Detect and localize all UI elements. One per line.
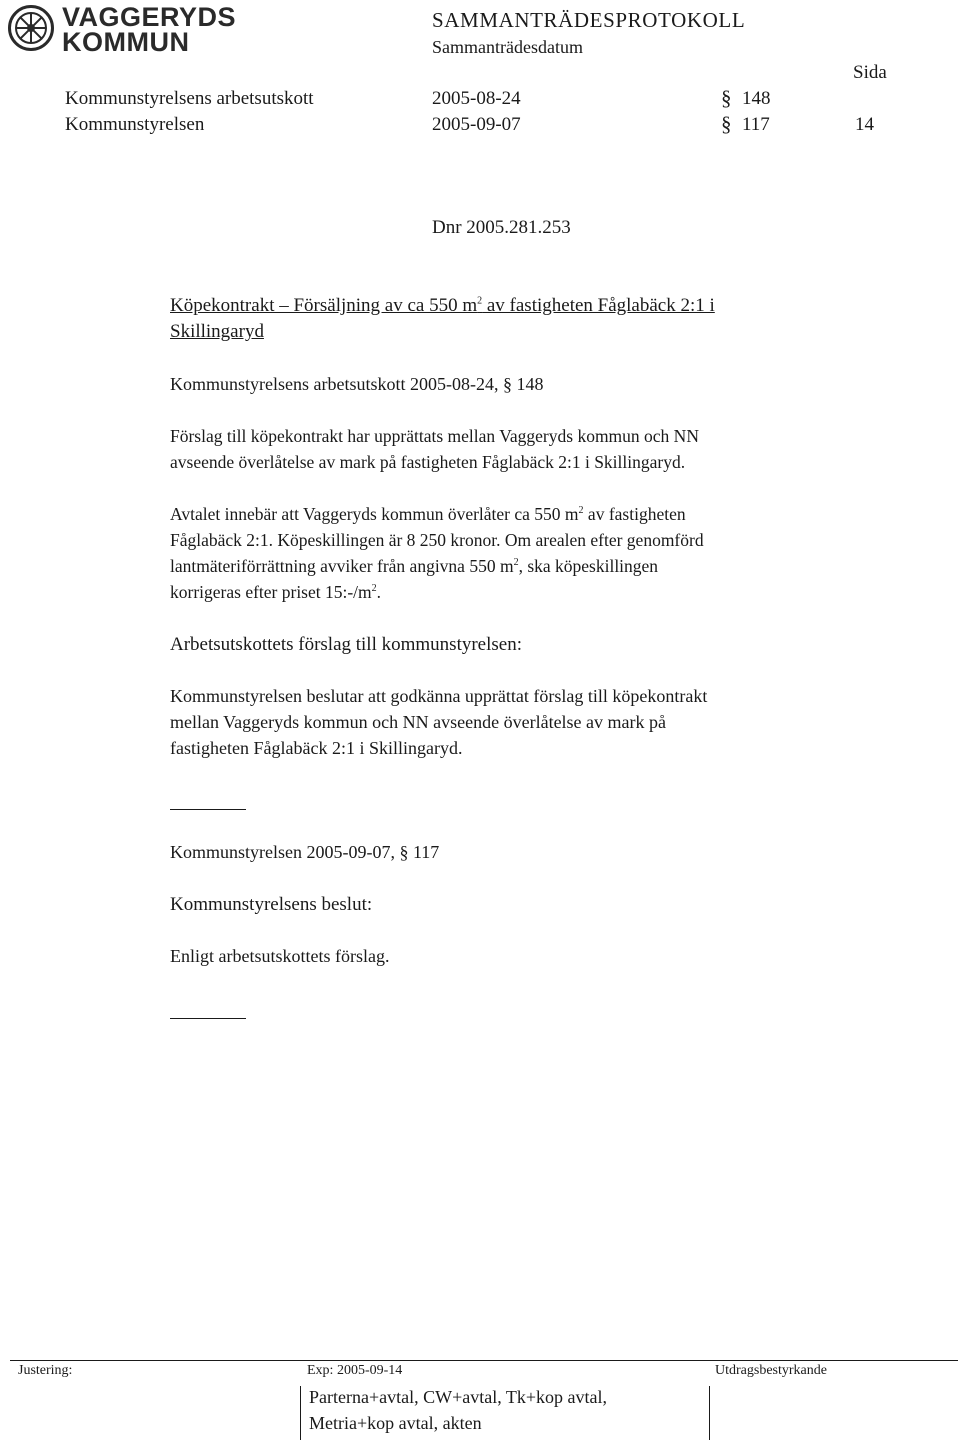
header-date-2: 2005-09-07 xyxy=(432,114,521,135)
paragraph-2-line-2: Fåglabäck 2:1. Köpeskillingen är 8 250 kronor. Om arealen efter genomförd xyxy=(170,530,704,550)
p2-l3-pre: lantmäteriförrättning avviker från angivna 550 m xyxy=(170,556,514,576)
footer-utdragsbestyrkande: Utdragsbestyrkande xyxy=(715,1363,827,1378)
header-body-2: Kommunstyrelsen xyxy=(65,114,205,135)
proposal-line-2: mellan Vaggeryds kommun och NN avseende överlåtelse av mark på xyxy=(170,712,667,732)
section-separator xyxy=(170,809,246,810)
p2-l1-sup: 2 xyxy=(578,505,584,517)
paragraph-2-line-1 xyxy=(170,504,686,525)
paragraph-sign-1: § xyxy=(721,86,732,110)
case-heading-line-2: Skillingaryd xyxy=(170,321,264,342)
p2-l3-sup: 2 xyxy=(513,557,519,569)
footer-recipients-line-1: Parterna+avtal, CW+avtal, Tk+kop avtal, xyxy=(309,1387,608,1407)
proposal-line-1: Kommunstyrelsen beslutar att godkänna upprättat förslag till köpekontrakt xyxy=(170,686,708,706)
header-number-2: 117 xyxy=(742,114,770,135)
paragraph-2-line-3 xyxy=(170,556,658,577)
footer-rule xyxy=(10,1360,958,1361)
p2-l4-sup: 2 xyxy=(371,583,377,595)
p2-l1-post: av fastigheten xyxy=(583,504,686,524)
case-heading-sup: 2 xyxy=(477,295,483,307)
meeting-date-label: Sammanträdesdatum xyxy=(432,37,583,57)
case-heading-line-1 xyxy=(170,295,715,317)
au-reference: Kommunstyrelsens arbetsutskott 2005-08-24, § 148 xyxy=(170,374,544,394)
header-date-1: 2005-08-24 xyxy=(432,88,521,109)
ks-reference: Kommunstyrelsen 2005-09-07, § 117 xyxy=(170,842,440,862)
au-proposal-heading: Arbetsutskottets förslag till kommunstyrelsen: xyxy=(170,634,522,655)
p2-l3-post: , ska köpeskillingen xyxy=(518,556,659,576)
footer-divider-left xyxy=(300,1386,301,1440)
decision-text: Enligt arbetsutskottets förslag. xyxy=(170,946,390,966)
case-heading-pre: Köpekontrakt – Försäljning av ca 550 m xyxy=(170,295,478,316)
footer-recipients-line-2: Metria+kop avtal, akten xyxy=(309,1413,482,1433)
paragraph-1-line-2: avseende överlåtelse av mark på fastigheten Fåglabäck 2:1 i Skillingaryd. xyxy=(170,452,686,472)
diary-number: Dnr 2005.281.253 xyxy=(432,217,571,238)
ks-decision-heading: Kommunstyrelsens beslut: xyxy=(170,894,373,915)
page-number: 14 xyxy=(855,114,874,135)
section-separator xyxy=(170,1018,246,1019)
wheel-emblem-icon xyxy=(8,5,54,51)
document-title: SAMMANTRÄDESPROTOKOLL xyxy=(432,8,746,32)
page-label: Sida xyxy=(853,62,887,83)
footer-justering: Justering: xyxy=(18,1363,73,1378)
footer-divider-right xyxy=(709,1386,710,1440)
logo-line-2: KOMMUN xyxy=(62,27,190,57)
p2-l4-post: . xyxy=(376,582,382,602)
municipality-logo-emblem xyxy=(8,5,54,51)
logo-line-1: VAGGERYDS xyxy=(62,2,237,32)
p2-l1-pre: Avtalet innebär att Vaggeryds kommun överlåter ca 550 m xyxy=(170,504,579,524)
p2-l4-pre: korrigeras efter priset 15:-/m xyxy=(170,582,372,602)
paragraph-sign-2: § xyxy=(721,112,732,136)
municipality-logo-text xyxy=(62,2,237,57)
header-body-1: Kommunstyrelsens arbetsutskott xyxy=(65,88,314,109)
footer-exp-date: Exp: 2005-09-14 xyxy=(307,1363,403,1378)
paragraph-1-line-1: Förslag till köpekontrakt har upprättats mellan Vaggeryds kommun och NN xyxy=(170,426,699,446)
header-number-1: 148 xyxy=(742,88,771,109)
proposal-line-3: fastigheten Fåglabäck 2:1 i Skillingaryd. xyxy=(170,738,463,758)
paragraph-2-line-4 xyxy=(170,582,381,603)
case-heading-post: av fastigheten Fåglabäck 2:1 i xyxy=(482,295,715,316)
